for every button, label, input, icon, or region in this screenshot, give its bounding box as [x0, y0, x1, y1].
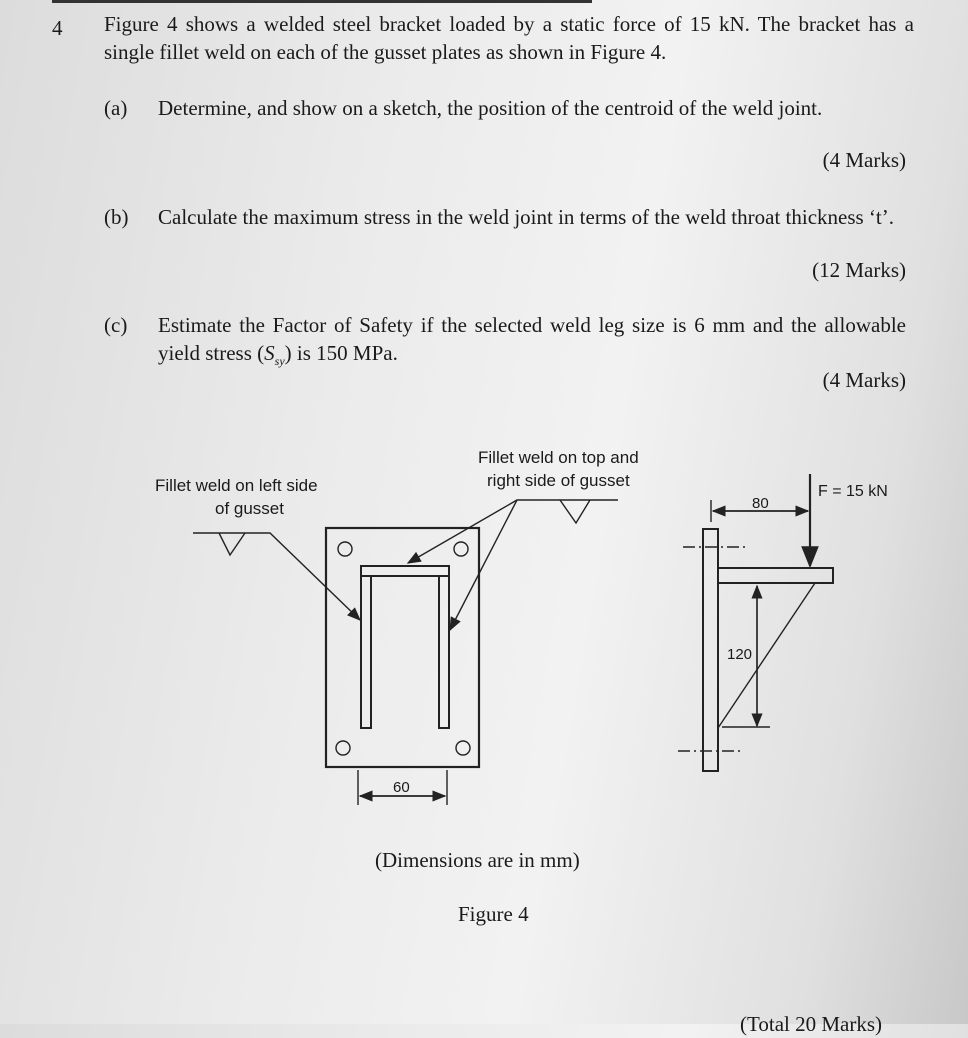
part-c-label: (c) — [104, 313, 128, 337]
part-a-label: (a) — [104, 96, 128, 120]
part-c-text: Estimate the Factor of Safety if the selected weld leg size is 6 mm and the allowable yield stress $(S_{sy})$ is 150 MPa. — [158, 313, 906, 369]
bracket-arm — [718, 568, 833, 583]
part-a-marks: (4 Marks) — [822, 148, 906, 172]
bolt-hole — [336, 741, 350, 755]
force-label: F = 15 kN — [818, 483, 888, 500]
part-b-label: (b) — [104, 205, 129, 229]
dim-offset-80: 80 — [752, 495, 769, 512]
bolt-hole — [338, 542, 352, 556]
callout-left-line2: of gusset — [215, 499, 284, 518]
part-b-text: Calculate the maximum stress in the weld joint in terms of the weld throat thickness ‘t’. — [158, 205, 895, 229]
part-c-marks: (4 Marks) — [822, 368, 906, 392]
total-marks: (Total 20 Marks) — [740, 1012, 882, 1036]
part-a-text: Determine, and show on a sketch, the position of the centroid of the weld joint. — [158, 96, 823, 120]
dim-width-60: 60 — [393, 779, 410, 796]
callout-right-line2: right side of gusset — [487, 471, 630, 490]
dim-height-120: 120 — [727, 646, 753, 663]
units-note: (Dimensions are in mm) — [375, 848, 580, 872]
bolt-hole — [456, 741, 470, 755]
bolt-hole — [454, 542, 468, 556]
question-number: 4 — [52, 16, 63, 40]
callout-right-line1: Fillet weld on top and — [478, 448, 639, 467]
side-plate — [703, 529, 718, 771]
part-b-marks: (12 Marks) — [812, 258, 906, 282]
callout-left-line1: Fillet weld on left side — [155, 476, 318, 495]
figure-caption: Figure 4 — [458, 902, 529, 926]
question-intro: Figure 4 shows a welded steel bracket loaded by a static force of 15 kN. The bracket has a single fillet weld on each of the gusset plates as shown in Figure 4. — [104, 12, 914, 64]
base-plate — [326, 528, 479, 767]
